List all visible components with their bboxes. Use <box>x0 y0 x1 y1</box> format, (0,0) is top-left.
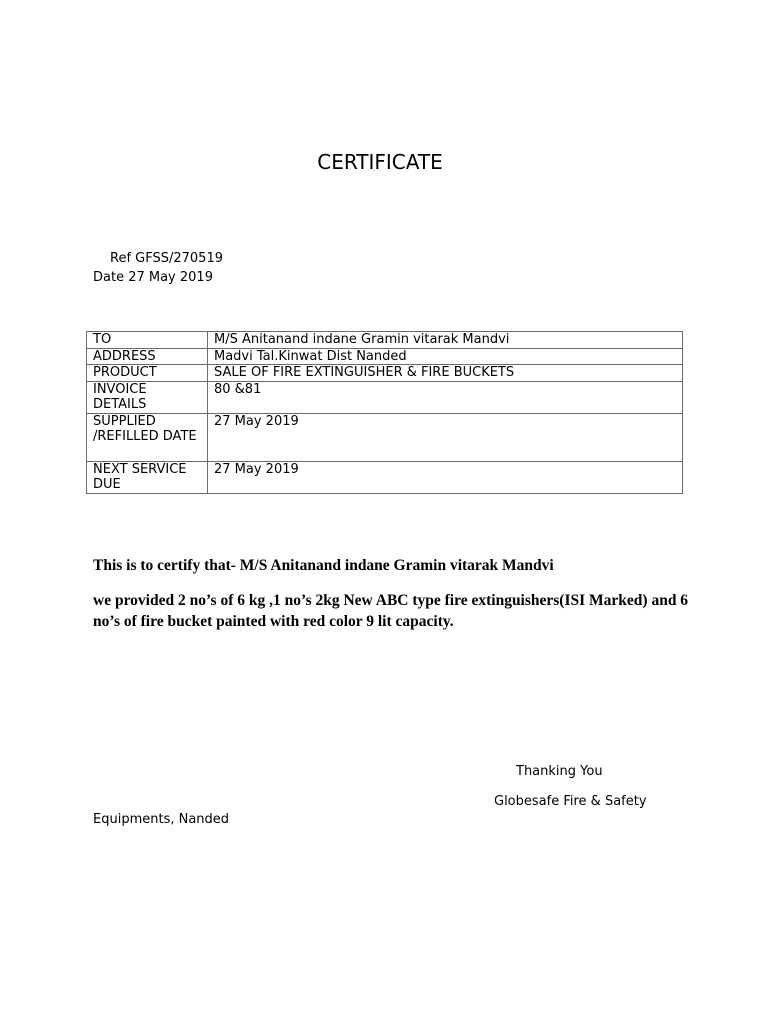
table-row-supplied-date <box>87 413 683 461</box>
row-label: TO <box>87 332 208 349</box>
row-label: SUPPLIED /REFILLED DATE <box>87 413 208 461</box>
row-label: INVOICE DETAILS <box>87 381 208 413</box>
row-value: 27 May 2019 <box>208 461 683 493</box>
certificate-date: Date 27 May 2019 <box>93 270 213 285</box>
row-value: 80 &81 <box>208 381 683 413</box>
row-label: ADDRESS <box>87 348 208 365</box>
row-value: 27 May 2019 <box>208 413 683 461</box>
signature-company-line2: Equipments, Nanded <box>93 812 230 827</box>
table-row-next-service <box>87 461 683 493</box>
table-row-to <box>87 332 683 349</box>
row-value: SALE OF FIRE EXTINGUISHER & FIRE BUCKETS <box>208 365 683 382</box>
row-label: NEXT SERVICE DUE <box>87 461 208 493</box>
row-label: PRODUCT <box>87 365 208 382</box>
page-title: CERTIFICATE <box>317 150 443 174</box>
certify-statement: This is to certify that- M/S Anitanand indane Gramin vitarak Mandvi <box>93 557 554 574</box>
reference-number: Ref GFSS/270519 <box>110 251 223 266</box>
table-row-product <box>87 365 683 382</box>
row-value: Madvi Tal.Kinwat Dist Nanded <box>208 348 683 365</box>
details-table <box>86 331 683 494</box>
thanking-you: Thanking You <box>516 764 603 779</box>
signature-company-line1: Globesafe Fire & Safety <box>494 794 647 809</box>
provided-statement: we provided 2 no’s of 6 kg ,1 no’s 2kg New ABC type fire extinguishers(ISI Marked) and 6 no’s of fire bucket painted with red color 9 lit capacity. <box>93 592 689 630</box>
row-value: M/S Anitanand indane Gramin vitarak Mandvi <box>208 332 683 349</box>
table-row-address <box>87 348 683 365</box>
table-row-invoice <box>87 381 683 413</box>
